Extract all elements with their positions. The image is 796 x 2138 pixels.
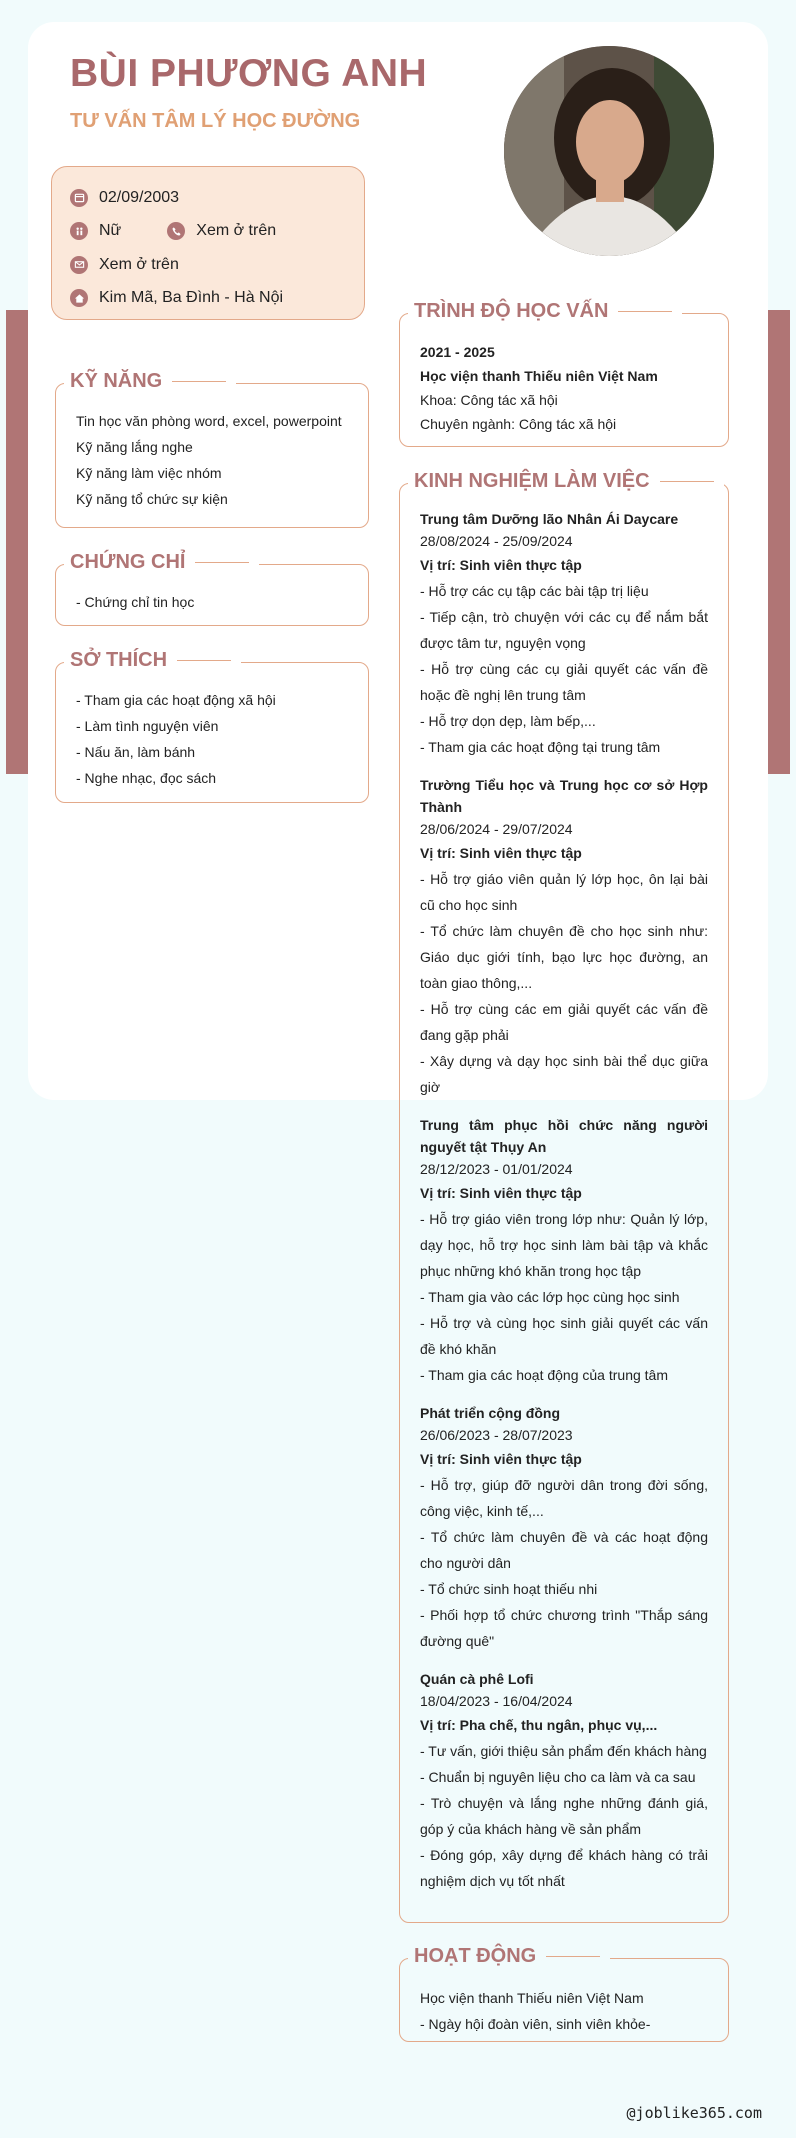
right-accent-bar xyxy=(768,310,790,774)
job-task: - Tham gia vào các lớp học cùng học sinh xyxy=(420,1289,680,1305)
contact-phone[interactable]: Xem ở trên xyxy=(196,222,277,240)
job-task: - Hỗ trợ giáo viên quản lý lớp học, ôn lại bài cũ cho học sinh xyxy=(420,871,708,913)
job-task: - Hỗ trợ cùng các cụ giải quyết các vấn đề hoặc đề nghị lên trung tâm xyxy=(420,661,708,703)
contact-email-row xyxy=(70,248,364,282)
hobbies-section xyxy=(55,649,369,803)
avatar-portrait-illustration xyxy=(504,46,714,256)
job-company: Trung tâm Dưỡng lão Nhân Ái Daycare xyxy=(420,511,679,527)
education-faculty: Khoa: Công tác xã hội xyxy=(420,392,558,408)
job-task: - Trò chuyện và lắng nghe những đánh giá, góp ý của khách hàng về sản phẩm xyxy=(420,1795,708,1837)
job-position: Vị trí: Pha chế, thu ngân, phục vụ,... xyxy=(420,1717,658,1733)
activity-item: - Ngày hội đoàn viên, sinh viên khỏe- xyxy=(420,2016,651,2032)
education-section xyxy=(399,300,729,447)
job-date: 28/12/2023 - 01/01/2024 xyxy=(420,1161,573,1177)
certificate-item: - Chứng chỉ tin học xyxy=(76,594,195,610)
job-entry xyxy=(420,774,708,1100)
contact-gender: Nữ xyxy=(99,222,122,240)
education-years: 2021 - 2025 xyxy=(420,344,495,360)
job-task: - Tổ chức sinh hoạt thiếu nhi xyxy=(420,1581,598,1597)
job-entry xyxy=(420,1668,708,1894)
job-task: - Hỗ trợ, giúp đỡ người dân trong đời sống, công việc, kinh tế,... xyxy=(420,1477,708,1519)
certificates-section xyxy=(55,551,369,626)
contact-address: Kim Mã, Ba Đình - Hà Nội xyxy=(99,289,284,307)
job-date: 18/04/2023 - 16/04/2024 xyxy=(420,1693,573,1709)
job-task: - Chuẩn bị nguyên liệu cho ca làm và ca sau xyxy=(420,1769,696,1785)
skill-item: Kỹ năng lắng nghe xyxy=(76,439,193,455)
job-entry xyxy=(420,1114,708,1388)
education-major: Chuyên ngành: Công tác xã hội xyxy=(420,416,617,432)
activity-item: Học viện thanh Thiếu niên Việt Nam xyxy=(420,1990,644,2006)
job-task: - Tổ chức làm chuyên đề cho học sinh như: Giáo dục giới tính, bạo lực học đường, an toàn giao thông,... xyxy=(420,923,708,991)
gender-icon xyxy=(70,222,88,240)
job-position: Vị trí: Sinh viên thực tập xyxy=(420,1451,582,1467)
job-entry xyxy=(420,1402,708,1654)
left-accent-bar xyxy=(6,310,28,774)
email-icon xyxy=(70,256,88,274)
certificates-title: CHỨNG CHỈ xyxy=(64,551,259,574)
job-task: - Hỗ trợ dọn dẹp, làm bếp,... xyxy=(420,713,596,729)
contact-dob-row xyxy=(70,181,364,215)
activities-title: HOẠT ĐỘNG xyxy=(408,1945,610,1968)
education-school: Học viện thanh Thiếu niên Việt Nam xyxy=(420,368,658,384)
job-task: - Phối hợp tổ chức chương trình "Thắp sáng đường quê" xyxy=(420,1607,708,1649)
education-title: TRÌNH ĐỘ HỌC VẤN xyxy=(408,300,682,323)
job-task: - Tiếp cận, trò chuyện với các cụ để nắm bắt được tâm tư, nguyện vọng xyxy=(420,609,708,651)
job-position: Vị trí: Sinh viên thực tập xyxy=(420,557,582,573)
hobby-item: - Tham gia các hoạt động xã hội xyxy=(76,692,276,708)
job-date: 28/08/2024 - 25/09/2024 xyxy=(420,533,573,549)
job-task: - Hỗ trợ các cụ tập các bài tập trị liệu xyxy=(420,583,649,599)
job-date: 28/06/2024 - 29/07/2024 xyxy=(420,821,573,837)
hobby-item: - Nấu ăn, làm bánh xyxy=(76,744,196,760)
job-task: - Hỗ trợ và cùng học sinh giải quyết các vấn đề khó khăn xyxy=(420,1315,708,1357)
job-task: - Tham gia các hoạt động tại trung tâm xyxy=(420,739,661,755)
skill-item: Kỹ năng tổ chức sự kiện xyxy=(76,491,228,507)
contact-dob: 02/09/2003 xyxy=(99,188,180,206)
job-position: Vị trí: Sinh viên thực tập xyxy=(420,845,582,861)
job-task: - Hỗ trợ giáo viên trong lớp như: Quản lý lớp, dạy học, hỗ trợ học sinh làm bài tập và khắc phục những khó khăn trong học tập xyxy=(420,1211,708,1279)
activities-section xyxy=(399,1945,729,2042)
skill-item: Kỹ năng làm việc nhóm xyxy=(76,465,222,481)
job-date: 26/06/2023 - 28/07/2023 xyxy=(420,1427,573,1443)
job-task: - Hỗ trợ cùng các em giải quyết các vấn đề đang gặp phải xyxy=(420,1001,708,1043)
job-task: - Tổ chức làm chuyên đề và các hoạt động cho người dân xyxy=(420,1529,708,1571)
job-company: Trường Tiểu học và Trung học cơ sở Hợp Thành xyxy=(420,777,708,815)
job-entry xyxy=(420,508,708,760)
home-icon xyxy=(70,289,88,307)
job-task: - Xây dựng và dạy học sinh bài thể dục giữa giờ xyxy=(420,1053,708,1095)
skills-section xyxy=(55,370,369,528)
candidate-title: TƯ VẤN TÂM LÝ HỌC ĐƯỜNG xyxy=(70,110,361,132)
contact-gender-phone-row xyxy=(70,215,364,249)
avatar xyxy=(504,46,714,256)
job-company: Trung tâm phục hồi chức năng người nguyết tật Thụy An xyxy=(420,1117,708,1155)
job-company: Phát triển cộng đồng xyxy=(420,1405,560,1421)
hobby-item: - Làm tình nguyện viên xyxy=(76,718,219,734)
skill-item: Tin học văn phòng word, excel, powerpoint xyxy=(76,413,342,429)
contact-address-row xyxy=(70,282,364,316)
job-task: - Đóng góp, xây dựng để khách hàng có trải nghiệm dịch vụ tốt nhất xyxy=(420,1847,708,1889)
hobby-item: - Nghe nhạc, đọc sách xyxy=(76,770,217,786)
hobbies-title: SỞ THÍCH xyxy=(64,649,241,672)
phone-icon xyxy=(167,222,185,240)
experience-section xyxy=(399,470,729,1923)
job-position: Vị trí: Sinh viên thực tập xyxy=(420,1185,582,1201)
skills-title: KỸ NĂNG xyxy=(64,370,236,393)
candidate-name: BÙI PHƯƠNG ANH xyxy=(70,52,428,95)
contact-box xyxy=(51,166,365,320)
calendar-icon xyxy=(70,189,88,207)
contact-email[interactable]: Xem ở trên xyxy=(99,255,179,273)
experience-title: KINH NGHIỆM LÀM VIỆC xyxy=(408,470,724,493)
job-task: - Tham gia các hoạt động của trung tâm xyxy=(420,1367,668,1383)
job-company: Quán cà phê Lofi xyxy=(420,1671,534,1687)
job-task: - Tư vấn, giới thiệu sản phẩm đến khách hàng xyxy=(420,1743,707,1759)
footer-watermark[interactable]: @joblike365.com xyxy=(626,2104,762,2122)
